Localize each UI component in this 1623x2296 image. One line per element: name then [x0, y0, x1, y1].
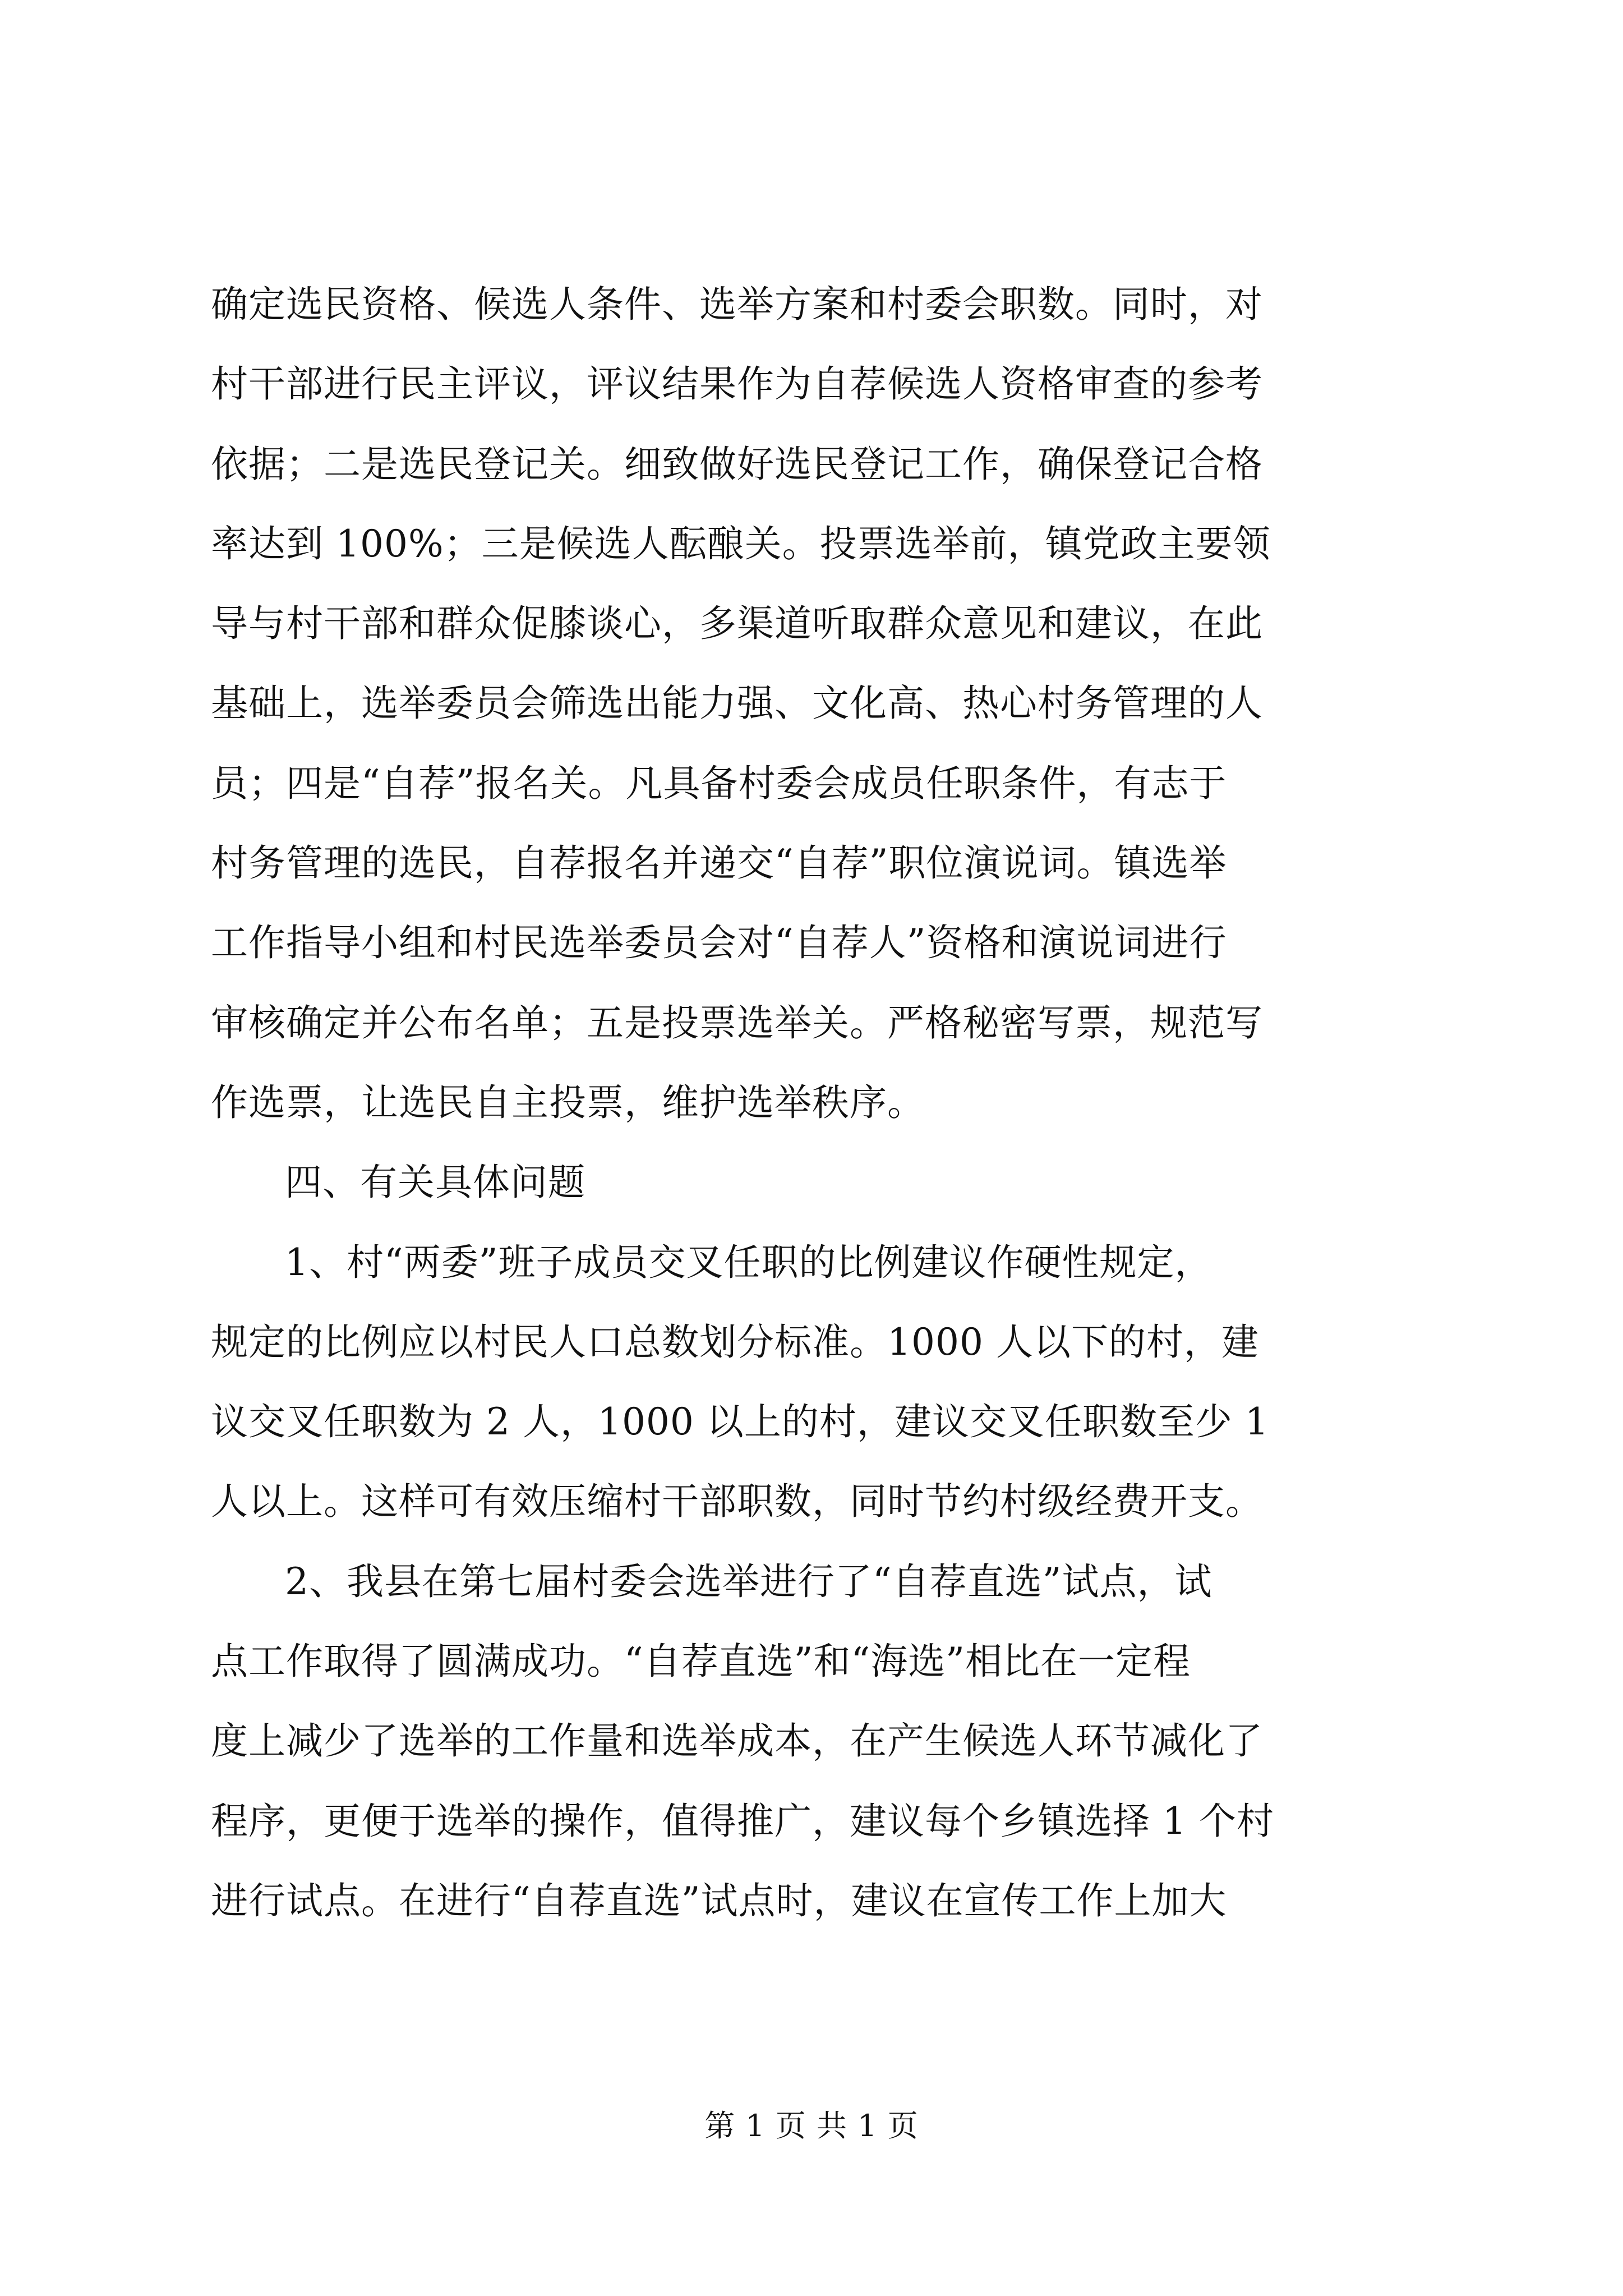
- page-footer: 第 1 页 共 1 页: [704, 2108, 919, 2143]
- section-heading: 四、有关具体问题: [285, 1161, 585, 1204]
- text-line: 人以上。这样可有效压缩村干部职数，同时节约村级经费开支。: [211, 1480, 1263, 1524]
- document-body: [211, 265, 1428, 1941]
- paragraph-first-line: 2、我县在第七届村委会选举进行了“自荐直选”试点，试: [285, 1559, 1212, 1603]
- text-line: 村务管理的选民，自荐报名并递交“自荐”职位演说词。镇选举: [211, 841, 1227, 885]
- text-line: 规定的比例应以村民人口总数划分标准。1000 人以下的村，建: [211, 1320, 1259, 1364]
- text-line: 议交叉任职数为 2 人，1000 以上的村，建议交叉任职数至少 1: [211, 1400, 1269, 1444]
- text-line: 审核确定并公布名单；五是投票选举关。严格秘密写票，规范写: [211, 1001, 1263, 1045]
- text-line: 基础上，选举委员会筛选出能力强、文化高、热心村务管理的人: [211, 682, 1263, 725]
- text-line: 确定选民资格、候选人条件、选举方案和村委会职数。同时，对: [211, 283, 1263, 326]
- text-line: 程序，更便于选举的操作，值得推广，建议每个乡镇选择 1 个村: [211, 1799, 1274, 1843]
- text-line: 依据；二是选民登记关。细致做好选民登记工作，确保登记合格: [211, 442, 1263, 486]
- text-line: 进行试点。在进行“自荐直选”试点时，建议在宣传工作上加大: [211, 1879, 1227, 1922]
- text-line: 导与村干部和群众促膝谈心，多渠道听取群众意见和建议，在此: [211, 602, 1263, 646]
- text-line: 员；四是“自荐”报名关。凡具备村委会成员任职条件，有志于: [211, 761, 1227, 805]
- text-line: 村干部进行民主评议，评议结果作为自荐候选人资格审查的参考: [211, 362, 1263, 406]
- text-line: 率达到 100%；三是候选人酝酿关。投票选举前，镇党政主要领: [211, 522, 1271, 565]
- paragraph-first-line: 1、村“两委”班子成员交叉任职的比例建议作硬性规定，: [285, 1240, 1212, 1284]
- text-line: 度上减少了选举的工作量和选举成本，在产生候选人环节减化了: [211, 1719, 1263, 1763]
- text-line: 作选票，让选民自主投票，维护选举秩序。: [211, 1080, 925, 1124]
- text-line: 点工作取得了圆满成功。“自荐直选”和“海选”相比在一定程: [211, 1640, 1191, 1683]
- text-line: 工作指导小组和村民选举委员会对“自荐人”资格和演说词进行: [211, 921, 1227, 965]
